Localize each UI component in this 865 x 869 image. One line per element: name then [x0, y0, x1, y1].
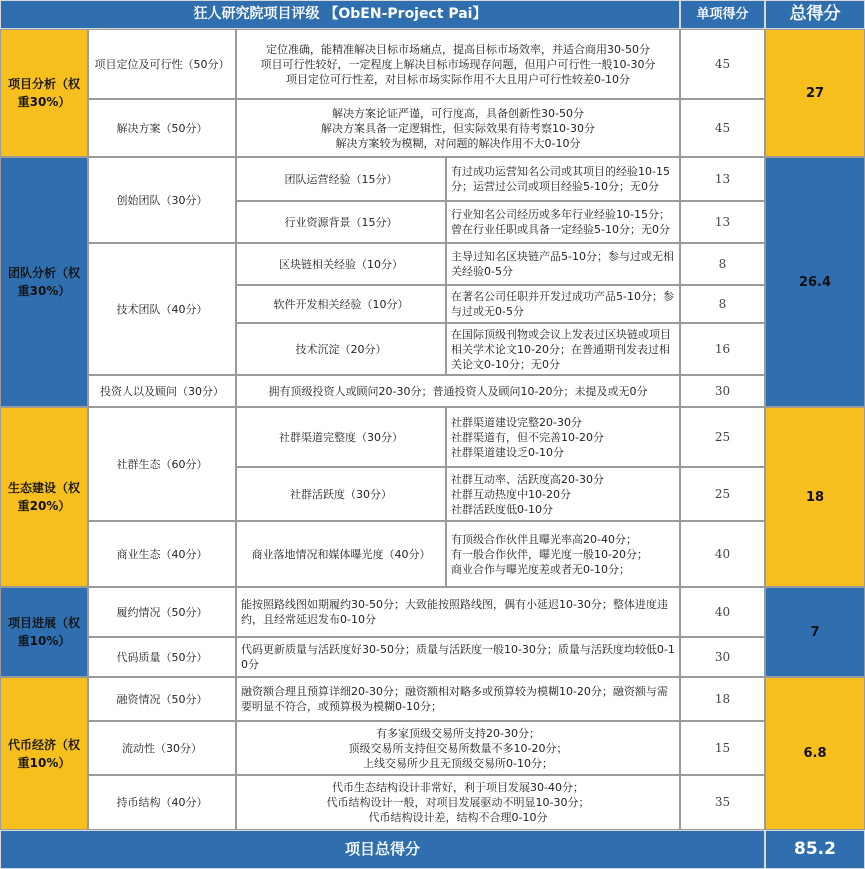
item-criteria: 代币生态结构设计非常好，利于项目发展30-40分； 代币结构设计一般，对项目发展驱动不明显10-30分； 代币结构设计差，结构不合理0-10分 — [236, 775, 680, 830]
item-name: 商业生态（40分） — [88, 521, 236, 587]
total-progress: 7 — [765, 587, 865, 677]
sub-item-name: 区块链相关经验（10分） — [236, 243, 446, 285]
item-name: 流动性（30分） — [88, 721, 236, 775]
item-score: 18 — [680, 677, 765, 721]
total-project-analysis: 27 — [765, 29, 865, 157]
sub-item-criteria: 主导过知名区块链产品5-10分；参与过或无相关经验0-5分 — [446, 243, 680, 285]
sub-item-name: 社群渠道完整度（30分） — [236, 407, 446, 467]
sub-item-score: 13 — [680, 157, 765, 201]
sub-item-name: 行业资源背景（15分） — [236, 201, 446, 243]
item-name: 创始团队（30分） — [88, 157, 236, 243]
sub-item-score: 25 — [680, 407, 765, 467]
item-name: 融资情况（50分） — [88, 677, 236, 721]
item-score: 45 — [680, 99, 765, 157]
item-score: 30 — [680, 375, 765, 407]
project-total-score: 85.2 — [765, 830, 865, 869]
total-score-header: 总得分 — [765, 0, 865, 29]
sub-item-score: 40 — [680, 521, 765, 587]
sub-item-criteria: 在著名公司任职并开发过成功产品5-10分；参与过或无0-5分 — [446, 285, 680, 323]
item-criteria: 代码更新质量与活跃度好30-50分；质量与活跃度一般10-30分；质量与活跃度均较低0-10分 — [236, 637, 680, 677]
sub-item-name: 技术沉淀（20分） — [236, 323, 446, 375]
project-total-label: 项目总得分 — [0, 830, 765, 869]
total-ecosystem: 18 — [765, 407, 865, 587]
sub-item-criteria: 有顶级合作伙伴且曝光率高20-40分； 有一般合作伙伴，曝光度一般10-20分； 商业合作与曝光度差或者无0-10分； — [446, 521, 680, 587]
sub-item-criteria: 有过成功运营知名公司或其项目的经验10-15分；运营过公司或项目经验5-10分；无0分 — [446, 157, 680, 201]
item-score-header: 单项得分 — [680, 0, 765, 29]
item-name: 项目定位及可行性（50分） — [88, 29, 236, 99]
item-criteria: 有多家顶级交易所支持20-30分； 顶级交易所支持但交易所数量不多10-20分； 上线交易所少且无顶级交易所0-10分； — [236, 721, 680, 775]
item-name: 技术团队（40分） — [88, 243, 236, 375]
item-criteria: 拥有顶级投资人或顾问20-30分；普通投资人及顾问10-20分；未提及或无0分 — [236, 375, 680, 407]
sub-item-score: 13 — [680, 201, 765, 243]
item-name: 履约情况（50分） — [88, 587, 236, 637]
item-criteria: 解决方案论证严谨，可行度高，具备创新性30-50分 解决方案具备一定逻辑性，但实际效果有待考察10-30分 解决方案较为模糊，对问题的解决作用不大0-10分 — [236, 99, 680, 157]
category-project-analysis: 项目分析（权重30%） — [0, 29, 88, 157]
item-name: 持币结构（40分） — [88, 775, 236, 830]
sub-item-name: 软件开发相关经验（10分） — [236, 285, 446, 323]
item-score: 45 — [680, 29, 765, 99]
category-ecosystem: 生态建设（权重20%） — [0, 407, 88, 587]
table-title: 狂人研究院项目评级 【ObEN-Project Pai】 — [0, 0, 680, 29]
item-score: 15 — [680, 721, 765, 775]
item-name: 解决方案（50分） — [88, 99, 236, 157]
sub-item-criteria: 社群渠道建设完整20-30分 社群渠道有，但不完善10-20分 社群渠道建设乏0-10分 — [446, 407, 680, 467]
sub-item-score: 8 — [680, 285, 765, 323]
total-token-economy: 6.8 — [765, 677, 865, 830]
sub-item-criteria: 在国际顶级刊物或会议上发表过区块链或项目相关学术论文10-20分；在普通期刊发表过相关论文0-10分；无0分 — [446, 323, 680, 375]
category-team-analysis: 团队分析（权重30%） — [0, 157, 88, 407]
sub-item-name: 社群活跃度（30分） — [236, 467, 446, 521]
item-name: 投资人以及顾问（30分） — [88, 375, 236, 407]
sub-item-score: 25 — [680, 467, 765, 521]
total-team-analysis: 26.4 — [765, 157, 865, 407]
item-score: 35 — [680, 775, 765, 830]
item-criteria: 融资额合理且预算详细20-30分；融资额相对略多或预算较为模糊10-20分；融资额与需要明显不符合，或预算极为模糊0-10分； — [236, 677, 680, 721]
item-name: 社群生态（60分） — [88, 407, 236, 521]
sub-item-score: 16 — [680, 323, 765, 375]
sub-item-name: 商业落地情况和媒体曝光度（40分） — [236, 521, 446, 587]
sub-item-score: 8 — [680, 243, 765, 285]
category-token-economy: 代币经济（权重10%） — [0, 677, 88, 830]
item-criteria: 能按照路线图如期履约30-50分；大致能按照路线图，偶有小延迟10-30分；整体进度违约，且经常延迟发布0-10分 — [236, 587, 680, 637]
item-score: 30 — [680, 637, 765, 677]
category-progress: 项目进展（权重10%） — [0, 587, 88, 677]
item-criteria: 定位准确，能精准解决目标市场痛点，提高目标市场效率，并适合商用30-50分 项目可行性较好，一定程度上解决目标市场现存问题，但用户可行性一般10-30分 项目定位可行性差，对目标市场实际作用不大且用户可行性较差0-10分 — [236, 29, 680, 99]
sub-item-criteria: 行业知名公司经历或多年行业经验10-15分；曾在行业任职或具备一定经验5-10分；无0分 — [446, 201, 680, 243]
item-name: 代码质量（50分） — [88, 637, 236, 677]
sub-item-criteria: 社群互动率、活跃度高20-30分 社群互动热度中10-20分 社群活跃度低0-10分 — [446, 467, 680, 521]
sub-item-name: 团队运营经验（15分） — [236, 157, 446, 201]
item-score: 40 — [680, 587, 765, 637]
